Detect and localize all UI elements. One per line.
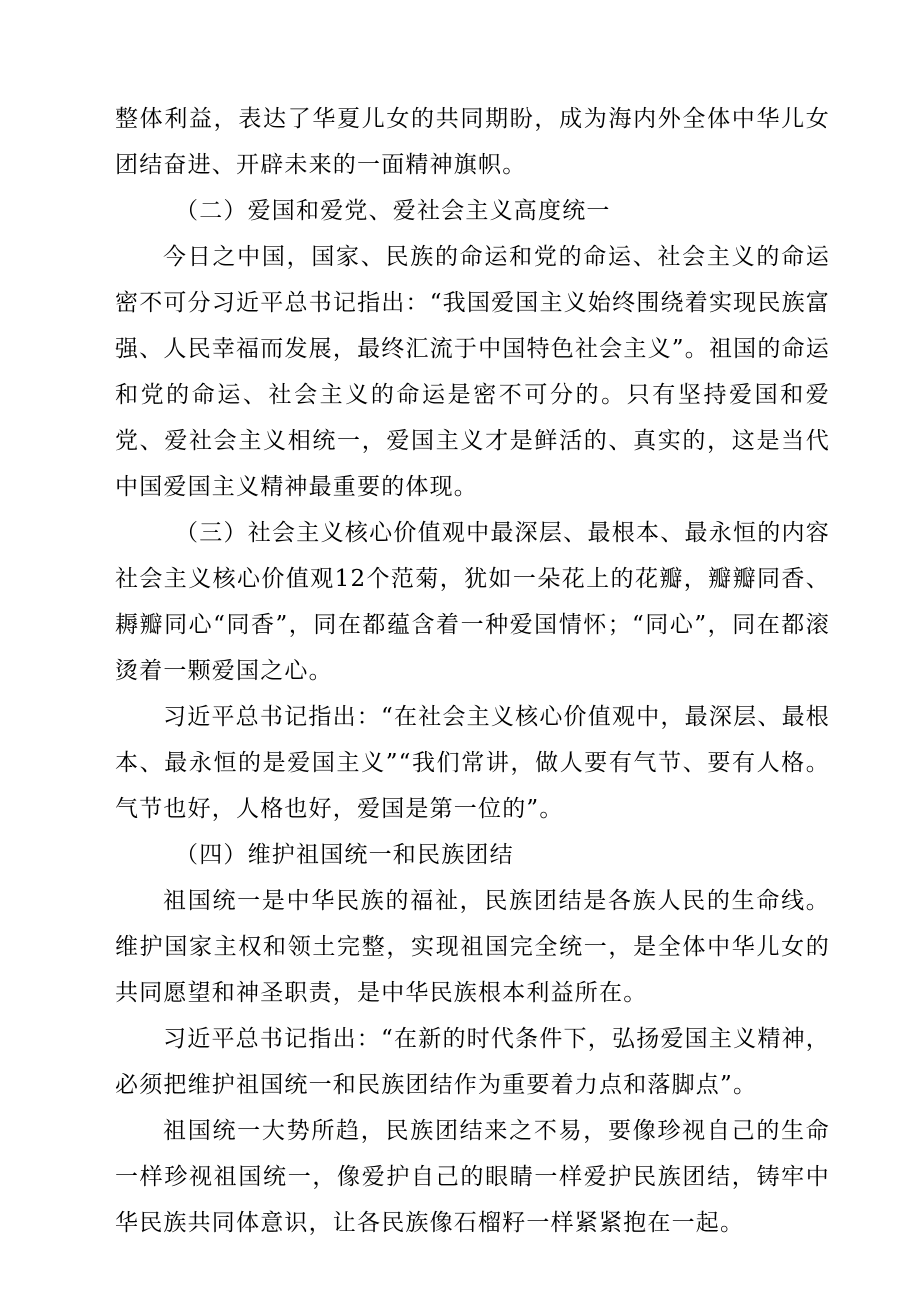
paragraph: 祖国统一大势所趋，民族团结来之不易，要像珍视自己的生命一样珍视祖国统一，像爱护自己的眼睛一样爱护民族团结，铸牢中华民族共同体意识，让各民族像石榴籽一样紧紧抱在一起。 <box>115 1118 830 1236</box>
paragraph: 习近平总书记指出：“在社会主义核心价值观中，最深层、最根本、最永恒的是爱国主义”“我们常讲，做人要有气节、要有人格。气节也好，人格也好，爱国是第一位的”。 <box>115 704 830 822</box>
paragraph: 习近平总书记指出：“在新的时代条件下，弘扬爱国主义精神，必须把维护祖国统一和民族团结作为重要着力点和落脚点”。 <box>115 1026 830 1098</box>
section-heading-4: （四）维护祖国统一和民族团结 <box>175 842 514 868</box>
document-page <box>115 96 830 1246</box>
section-heading-2: （二）爱国和爱党、爱社会主义高度统一 <box>175 198 611 224</box>
section-heading-3: （三）社会主义核心价值观中最深层、最根本、最永恒的内容社会主义核心价值观12个范菊，犹如一朵花上的花瓣，瓣瓣同香、耨瓣同心“同香”，同在都蕴含着一种爱国情怀；“同心”，同在都滚烫着一颗爱国之心。 <box>115 520 830 684</box>
paragraph: 今日之中国，国家、民族的命运和党的命运、社会主义的命运密不可分习近平总书记指出：“我国爱国主义始终围绕着实现民族富强、人民幸福而发展，最终汇流于中国特色社会主义”。祖国的命运和党的命运、社会主义的命运是密不可分的。只有坚持爱国和爱党、爱社会主义相统一，爱国主义才是鲜活的、真实的，这是当代中国爱国主义精神最重要的体现。 <box>115 244 830 500</box>
paragraph: 祖国统一是中华民族的福祉，民族团结是各族人民的生命线。维护国家主权和领土完整，实现祖国完全统一，是全体中华儿女的共同愿望和神圣职责，是中华民族根本利益所在。 <box>115 888 830 1006</box>
paragraph-continued: 整体利益，表达了华夏儿女的共同期盼，成为海内外全体中华儿女团结奋进、开辟未来的一面精神旗帜。 <box>115 106 830 178</box>
